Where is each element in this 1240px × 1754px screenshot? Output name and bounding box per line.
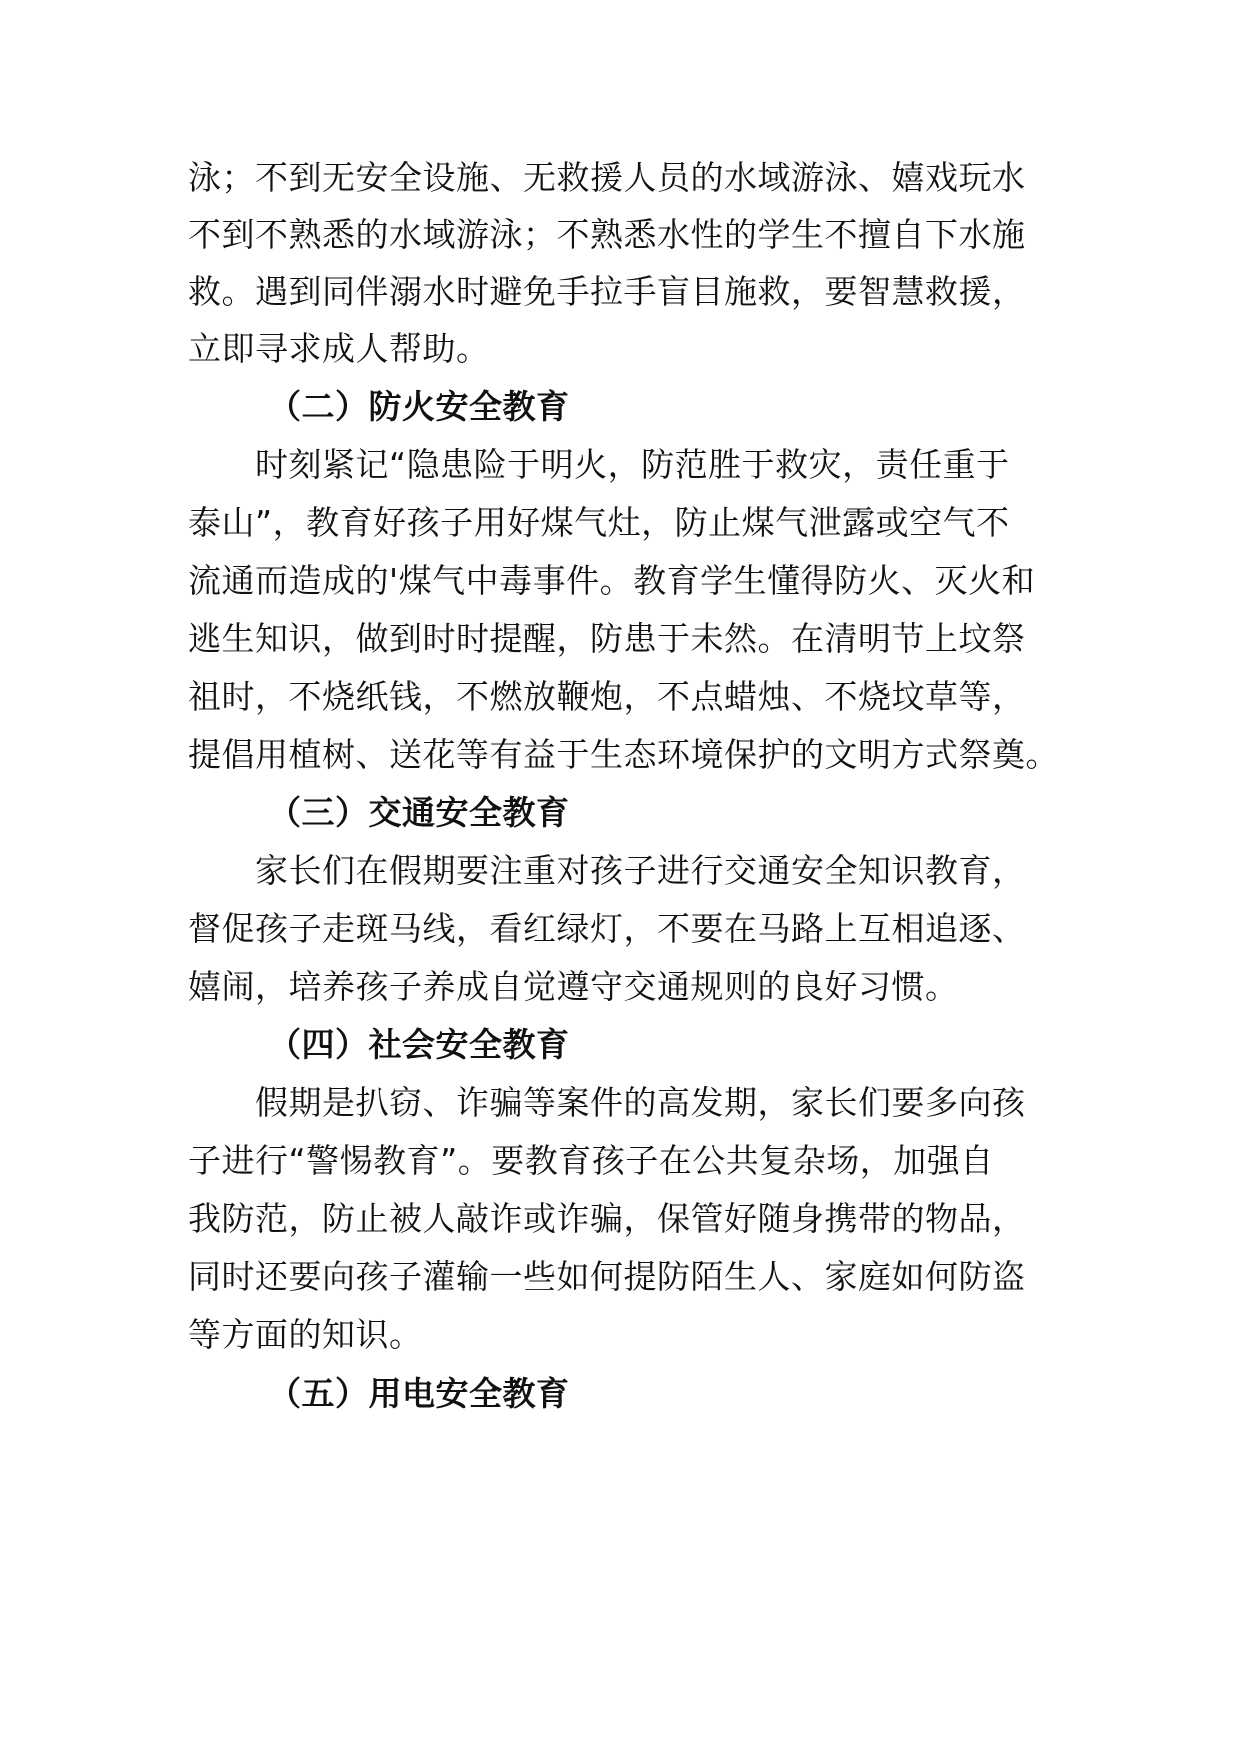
paragraph-line: 同时还要向孩子灌输一些如何提防陌生人、家庭如何防盗	[188, 1257, 1026, 1296]
paragraph-line: 家长们在假期要注重对孩子进行交通安全知识教育，	[255, 851, 1026, 890]
section-heading-social-safety: （四）社会安全教育	[268, 1025, 570, 1064]
paragraph-line: 时刻紧记“隐患险于明火，防范胜于救灾，责任重于	[255, 445, 1010, 484]
paragraph-line: 不到不熟悉的水域游泳；不熟悉水性的学生不擅自下水施	[188, 215, 1026, 254]
paragraph-line: 逃生知识，做到时时提醒，防患于未然。在清明节上坟祭	[188, 619, 1026, 658]
section-heading-traffic-safety: （三）交通安全教育	[268, 793, 570, 832]
paragraph-line: 子进行“警惕教育”。要教育孩子在公共复杂场，加强自	[188, 1141, 994, 1180]
paragraph-line: 假期是扒窃、诈骗等案件的高发期，家长们要多向孩	[255, 1083, 1026, 1122]
paragraph-line: 立即寻求成人帮助。	[188, 329, 490, 368]
section-heading-electrical-safety: （五）用电安全教育	[268, 1374, 570, 1413]
section-heading-fire-safety: （二）防火安全教育	[268, 387, 570, 426]
paragraph-line: 督促孩子走斑马线，看红绿灯，不要在马路上互相追逐、	[188, 909, 1026, 948]
paragraph-line: 泰山”，教育好孩子用好煤气灶，防止煤气泄露或空气不	[188, 503, 1010, 542]
paragraph-line: 流通而造成的'煤气中毒事件。教育学生懂得防火、灭火和	[188, 561, 1036, 600]
paragraph-line: 等方面的知识。	[188, 1315, 423, 1354]
paragraph-line: 嬉闹，培养孩子养成自觉遵守交通规则的良好习惯。	[188, 967, 959, 1006]
paragraph-line: 我防范，防止被人敲诈或诈骗，保管好随身携带的物品，	[188, 1199, 1026, 1238]
paragraph-line: 救。遇到同伴溺水时避免手拉手盲目施救，要智慧救援，	[188, 272, 1026, 311]
paragraph-line: 祖时，不烧纸钱，不燃放鞭炮，不点蜡烛、不烧坟草等，	[188, 677, 1026, 716]
paragraph-line: 泳；不到无安全设施、无救援人员的水域游泳、嬉戏玩水	[188, 158, 1026, 197]
paragraph-line: 提倡用植树、送花等有益于生态环境保护的文明方式祭奠。	[188, 735, 1059, 774]
